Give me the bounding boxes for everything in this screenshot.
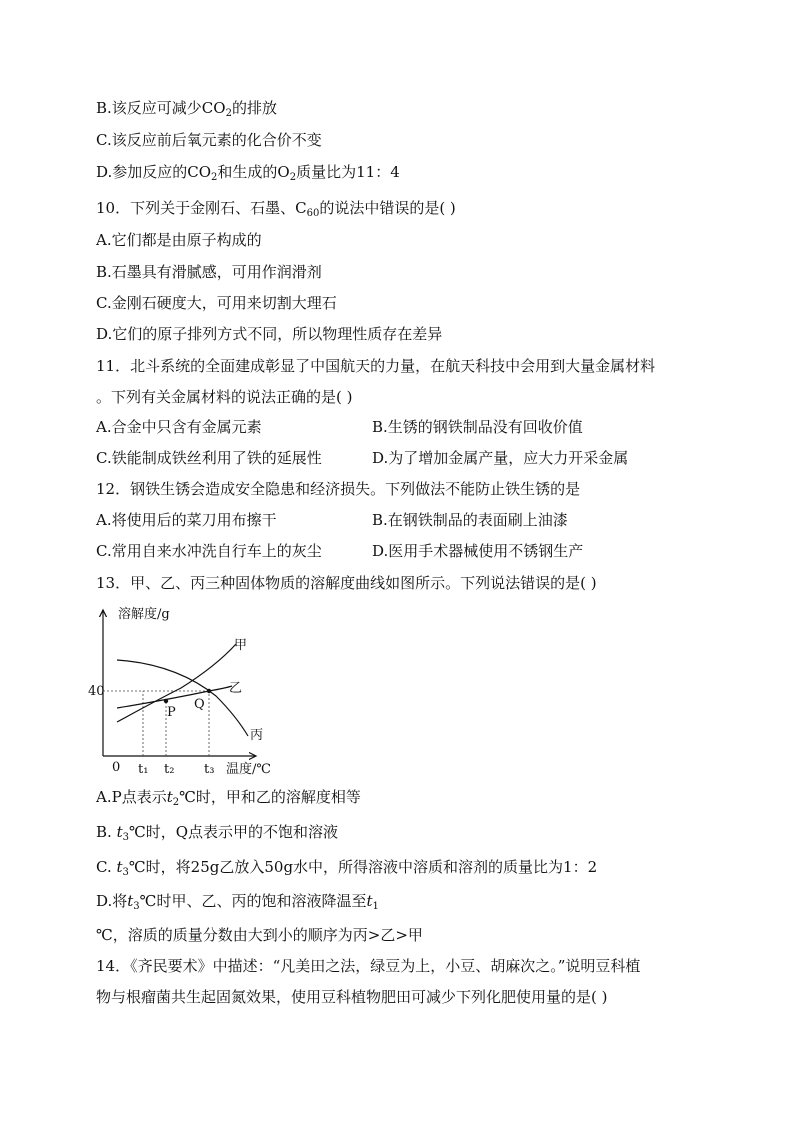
question-11-stem-line2: 。下列有关金属材料的说法正确的是( ) (96, 388, 353, 406)
solubility-chart (86, 604, 296, 782)
question-12-option-c: C.常用自来水冲洗自行车上的灰尘 (96, 542, 322, 560)
x-tick-t1: t₁ (138, 762, 149, 777)
question-13-option-b: B. $t_3℃$时，Q点表示甲的不饱和溶液 (96, 823, 339, 843)
question-12-option-d: D.医用手术器械使用不锈钢生产 (372, 542, 584, 560)
y-tick-40: 40 (88, 684, 105, 699)
question-10-option-b: B.石墨具有滑腻感，可用作润滑剂 (96, 263, 322, 281)
series-label-bing: 丙 (250, 728, 264, 743)
point-q-label: Q (194, 697, 205, 712)
y-axis-label: 溶解度/g (118, 607, 170, 622)
question-13-stem: 13．甲、乙、丙三种固体物质的溶解度曲线如图所示。下列说法错误的是( ) (96, 574, 597, 592)
x-tick-0: 0 (112, 760, 121, 775)
question-14-stem-line1: 14．《齐民要术》中描述：“凡美田之法，绿豆为上，小豆、胡麻次之。”说明豆科植 (96, 957, 641, 975)
question-13-option-c: C. $t_3℃$时，将25g乙放入50g水中，所得溶液中溶质和溶剂的质量比为1：2 (96, 858, 598, 878)
curve-jia (117, 644, 236, 722)
question-11-option-a: A.合金中只含有金属元素 (96, 418, 262, 436)
point-q-marker (207, 689, 211, 693)
question-13-option-d-line2: ℃，溶质的质量分数由大到小的顺序为丙>乙>甲 (96, 926, 423, 944)
question-11-option-b: B.生锈的钢铁制品没有回收价值 (372, 418, 583, 436)
question-12-option-a: A.将使用后的菜刀用布擦干 (96, 511, 277, 529)
question-12-option-b: B.在钢铁制品的表面刷上油漆 (372, 511, 568, 529)
point-p-label: P (167, 705, 176, 720)
question-10-stem: 10．下列关于金刚石、石墨、$C_{60}$的说法中错误的是( ) (96, 199, 456, 219)
question-11-stem-line1: 11．北斗系统的全面建成彰显了中国航天的力量，在航天科技中会用到大量金属材料 (96, 357, 656, 375)
x-tick-t3: t₃ (204, 762, 215, 777)
question-13-option-a: A.P点表示$t_2℃$时，甲和乙的溶解度相等 (96, 788, 361, 808)
question-11-option-c: C.铁能制成铁丝利用了铁的延展性 (96, 449, 322, 467)
question-9-option-c: C.该反应前后氧元素的化合价不变 (96, 131, 322, 149)
series-label-yi: 乙 (229, 681, 243, 696)
question-11-option-d: D.为了增加金属产量，应大力开采金属 (372, 449, 629, 467)
x-axis-label: 温度/℃ (226, 762, 271, 777)
question-10-option-a: A.它们都是由原子构成的 (96, 231, 262, 249)
question-10-option-d: D.它们的原子排列方式不同，所以物理性质存在差异 (96, 325, 443, 343)
question-10-option-c: C.金刚石硬度大，可用来切割大理石 (96, 294, 337, 312)
point-p-marker (164, 699, 168, 703)
question-14-stem-line2: 物与根瘤菌共生起固氮效果，使用豆科植物肥田可减少下列化肥使用量的是( ) (96, 988, 608, 1006)
question-13-option-d-line1: D.将$t_3℃$时甲、乙、丙的饱和溶液降温至$t_1$ (96, 892, 379, 912)
x-tick-t2: t₂ (164, 762, 175, 777)
curve-bing (117, 660, 248, 736)
question-12-stem: 12．钢铁生锈会造成安全隐患和经济损失。下列做法不能防止铁生锈的是 (96, 480, 581, 498)
question-9-option-d: D.参加反应的$CO_2$和生成的$O_2$质量比为11：4 (96, 163, 400, 183)
question-9-option-b: B.该反应可减少$CO_2$的排放 (96, 99, 277, 119)
series-label-jia: 甲 (234, 638, 248, 653)
